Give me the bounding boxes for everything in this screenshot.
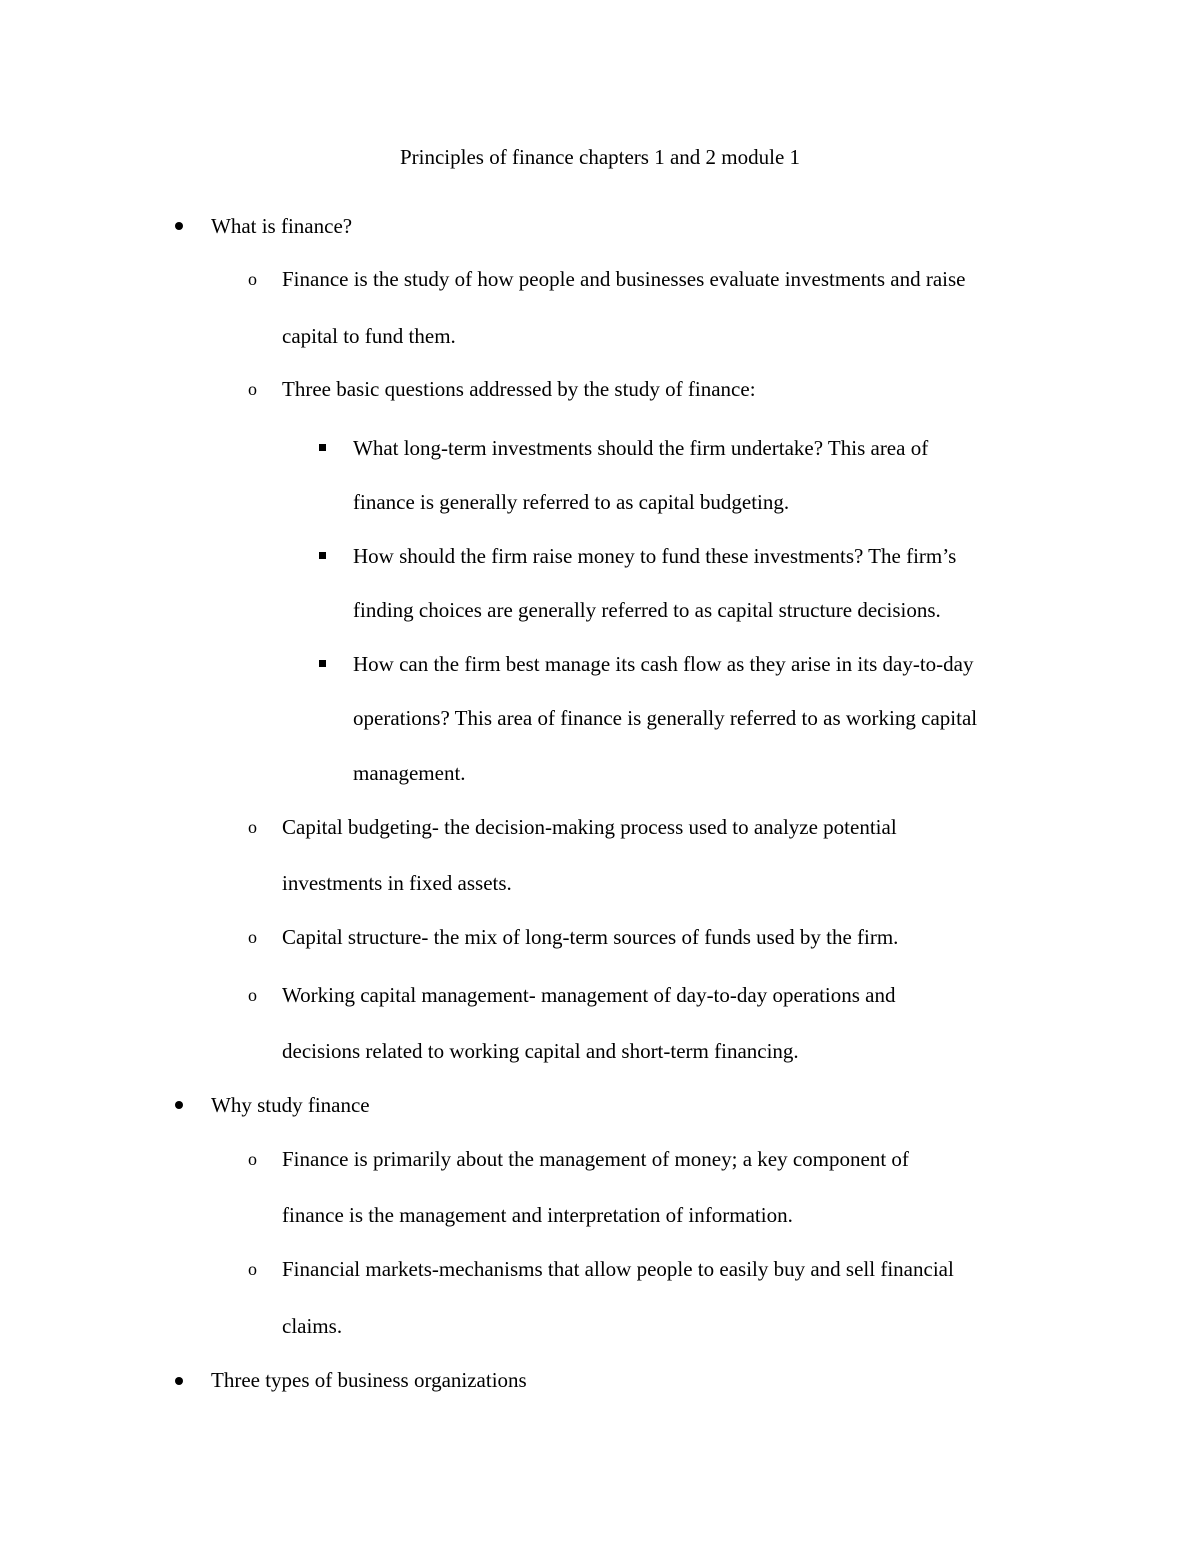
bullet-circle-marker: o (248, 1259, 257, 1279)
list-item: Finance is the study of how people and businesses evaluate investments and raise (282, 267, 966, 291)
page-title: Principles of finance chapters 1 and 2 module 1 (399, 145, 801, 169)
list-item: How can the firm best manage its cash flow as they arise in its day-to-day (353, 652, 974, 676)
bullet-circle-marker: o (248, 927, 257, 947)
list-item: Three basic questions addressed by the study of finance: (282, 377, 756, 401)
list-item-continuation: finance is generally referred to as capital budgeting. (353, 490, 790, 514)
list-item: How should the firm raise money to fund these investments? The firm’s (353, 544, 957, 568)
list-item-continuation: decisions related to working capital and short-term financing. (282, 1039, 799, 1063)
bullet-square-icon (319, 660, 326, 667)
bullet-disc-icon (175, 222, 183, 230)
bullet-disc-icon (175, 1101, 183, 1109)
list-item: Why study finance (211, 1093, 370, 1117)
list-item: Working capital management- management of day-to-day operations and (282, 983, 896, 1007)
list-item: What is finance? (211, 214, 353, 238)
list-item: Financial markets-mechanisms that allow people to easily buy and sell financial (282, 1257, 954, 1281)
list-item-continuation: operations? This area of finance is generally referred to as working capital (353, 706, 978, 730)
list-item: Finance is primarily about the management of money; a key component of (282, 1147, 909, 1171)
bullet-circle-marker: o (248, 985, 257, 1005)
bullet-disc-icon (175, 1377, 183, 1385)
list-item-continuation: finance is the management and interpretation of information. (282, 1203, 793, 1227)
list-item: Capital budgeting- the decision-making process used to analyze potential (282, 815, 897, 839)
list-item-continuation: claims. (282, 1314, 343, 1338)
list-item-continuation: management. (353, 761, 466, 785)
bullet-square-icon (319, 444, 326, 451)
bullet-circle-marker: o (248, 817, 257, 837)
list-item-continuation: finding choices are generally referred to as capital structure decisions. (353, 598, 941, 622)
list-item-continuation: capital to fund them. (282, 324, 456, 348)
bullet-circle-marker: o (248, 379, 257, 399)
list-item: What long-term investments should the firm undertake? This area of (353, 436, 929, 460)
list-item: Three types of business organizations (211, 1368, 527, 1392)
list-item: Capital structure- the mix of long-term sources of funds used by the firm. (282, 925, 899, 949)
bullet-square-icon (319, 552, 326, 559)
list-item-continuation: investments in fixed assets. (282, 871, 512, 895)
bullet-circle-marker: o (248, 269, 257, 289)
bullet-circle-marker: o (248, 1149, 257, 1169)
